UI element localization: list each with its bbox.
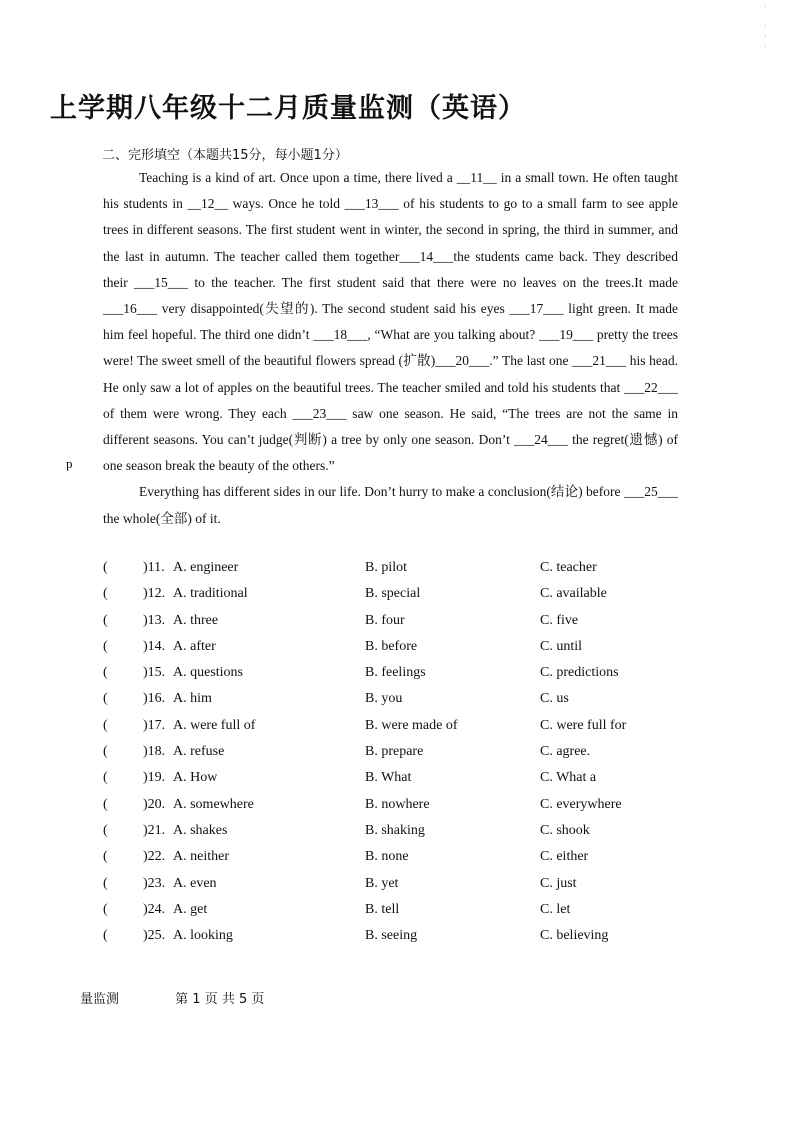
option-c: C. five xyxy=(540,612,579,628)
option-a: A. engineer xyxy=(173,560,239,575)
option-c: C. us xyxy=(540,691,569,707)
option-c: C. either xyxy=(540,849,589,865)
question-row xyxy=(103,608,703,634)
option-a: A. shakes xyxy=(173,822,228,838)
question-row xyxy=(103,897,703,923)
option-b: B. nowhere xyxy=(365,796,430,812)
answer-blank-paren: ( xyxy=(103,928,108,944)
page-title: 上学期八年级十二月质量监测（英语） xyxy=(50,93,526,124)
option-c: C. available xyxy=(540,586,607,602)
question-number: )20. xyxy=(143,796,166,812)
option-c: C. predictions xyxy=(540,665,619,681)
option-a: A. were full of xyxy=(173,717,256,733)
option-a: A. get xyxy=(173,901,208,917)
question-row xyxy=(103,555,703,581)
option-a: A. after xyxy=(173,638,216,654)
option-a: A. traditional xyxy=(173,586,248,602)
question-number: )24. xyxy=(143,901,166,917)
question-row xyxy=(103,660,703,686)
option-a: A. him xyxy=(173,691,212,707)
section-heading: 二、完形填空（本题共15分，每小题1分） xyxy=(102,148,348,163)
option-a: A. How xyxy=(173,770,218,786)
footer-label: 量监测 xyxy=(80,992,120,1007)
question-number: )18. xyxy=(143,744,166,760)
option-c: C. just xyxy=(540,875,577,891)
passage-paragraph: Everything has different sides in our life. Don’t hurry to make a conclusion(结论) before ___25___ the whole(全部) of it. xyxy=(103,484,678,526)
option-c: C. were full for xyxy=(540,717,627,733)
question-row xyxy=(103,818,703,844)
question-row xyxy=(103,739,703,765)
answer-blank-paren: ( xyxy=(103,691,108,707)
answer-blank-paren: ( xyxy=(103,717,108,733)
question-number: )25. xyxy=(143,928,166,944)
option-b: B. What xyxy=(365,770,412,786)
option-b: B. prepare xyxy=(365,744,424,760)
option-c: C. everywhere xyxy=(540,796,622,812)
passage-paragraph: Teaching is a kind of art. Once upon a time, there lived a __11__ in a small town. He often taught his students in __12__ ways. Once he told ___13___ of his students to go to a small farm to see apple trees in different seasons. The first student went in winter, the second in spring, the third in summer, and the last in autumn. The teacher called them together___14___the students came back. They described their ___15___ to the teacher. The first student said that there were no leaves on the trees.It made ___16___ very disappointed(失望的). The second student said his eyes ___17___ light green. It made him feel hopeful. The third one didn’t ___18___, “What are you talking about? ___19___ pretty the trees were! The sweet smell of the beautiful flowers spread (扩散)___20___.” The last one ___21___ his head. He only saw a lot of apples on the beautiful trees. The teacher smiled and told his students that ___22___ of them were wrong. They each ___23___ saw one season. He said, “The trees are not the same in different seasons. You can’t judge(判断) a tree by only one season. Don’t ___24___ the regret(遗憾) of one season break the beauty of the others.” xyxy=(103,170,678,474)
option-b: B. pilot xyxy=(365,560,408,575)
question-number: )21. xyxy=(143,822,166,838)
answer-blank-paren: ( xyxy=(103,822,108,838)
answer-blank-paren: ( xyxy=(103,638,108,654)
option-b: B. none xyxy=(365,849,409,865)
answer-blank-paren: ( xyxy=(103,849,108,865)
question-number: )23. xyxy=(143,875,166,891)
question-row xyxy=(103,713,703,739)
question-row xyxy=(103,844,703,870)
option-a: A. somewhere xyxy=(173,796,254,812)
answer-blank-paren: ( xyxy=(103,586,108,602)
question-row xyxy=(103,871,703,897)
option-b: B. four xyxy=(365,612,405,628)
question-number: )15. xyxy=(143,665,166,681)
option-a: A. even xyxy=(173,875,217,891)
answer-blank-paren: ( xyxy=(103,560,108,575)
answer-blank-paren: ( xyxy=(103,901,108,917)
answer-blank-paren: ( xyxy=(103,665,108,681)
question-number: )19. xyxy=(143,770,166,786)
option-a: A. three xyxy=(173,612,219,628)
page-footer xyxy=(80,988,264,1007)
option-c: C. What a xyxy=(540,770,597,786)
question-list xyxy=(103,555,703,949)
answer-blank-paren: ( xyxy=(103,744,108,760)
question-row xyxy=(103,792,703,818)
option-c: C. agree. xyxy=(540,744,591,760)
answer-blank-paren: ( xyxy=(103,796,108,812)
option-b: B. special xyxy=(365,586,421,602)
page-number: 第 1 页 共 5 页 xyxy=(175,992,265,1007)
question-row xyxy=(103,923,703,949)
option-c: C. teacher xyxy=(540,560,597,575)
answer-blank-paren: ( xyxy=(103,770,108,786)
option-c: C. shook xyxy=(540,822,590,838)
option-b: B. tell xyxy=(365,901,400,917)
answer-blank-paren: ( xyxy=(103,875,108,891)
option-a: A. looking xyxy=(173,928,233,944)
option-b: B. you xyxy=(365,691,403,707)
question-number: )11. xyxy=(143,560,165,575)
question-number: )12. xyxy=(143,586,166,602)
option-b: B. feelings xyxy=(365,665,426,681)
margin-mark: p xyxy=(66,456,73,471)
question-row xyxy=(103,686,703,712)
option-b: B. shaking xyxy=(365,822,425,838)
question-number: )22. xyxy=(143,849,166,865)
option-c: C. until xyxy=(540,638,583,654)
option-b: B. before xyxy=(365,638,418,654)
option-c: C. believing xyxy=(540,928,609,944)
question-number: )16. xyxy=(143,691,166,707)
question-number: )14. xyxy=(143,638,166,654)
option-b: B. yet xyxy=(365,875,399,891)
option-c: C. let xyxy=(540,901,571,917)
question-number: )17. xyxy=(143,717,166,733)
cloze-passage xyxy=(103,165,678,532)
option-a: A. neither xyxy=(173,849,229,865)
option-b: B. were made of xyxy=(365,717,458,733)
question-row xyxy=(103,765,703,791)
option-a: A. refuse xyxy=(173,744,225,760)
question-number: )13. xyxy=(143,612,166,628)
question-row xyxy=(103,634,703,660)
answer-blank-paren: ( xyxy=(103,612,108,628)
question-row xyxy=(103,581,703,607)
option-b: B. seeing xyxy=(365,928,418,944)
option-a: A. questions xyxy=(173,665,243,681)
scan-corner-marks: · · · · · xyxy=(764,2,767,51)
